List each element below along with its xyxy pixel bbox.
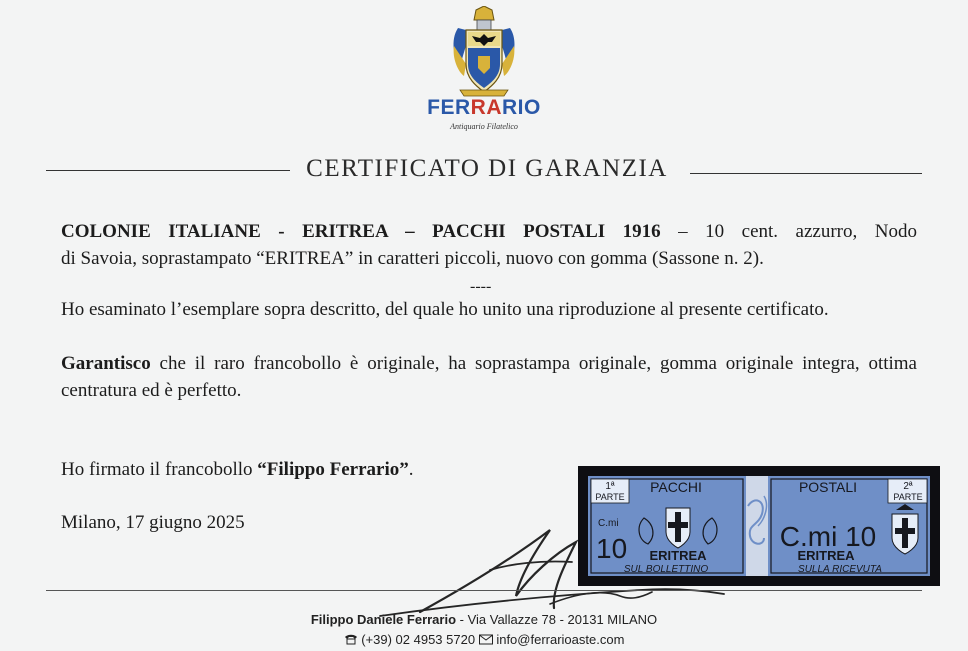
right-value: C.mi 10 (779, 521, 877, 552)
right-top-text: POSTALI (798, 479, 858, 495)
brand-name-part-2: RA (470, 96, 502, 119)
right-bottom-text: SULLA RICEVUTA (798, 564, 882, 575)
left-part-label: PARTE (595, 492, 625, 502)
footer-phone[interactable]: (+39) 02 4953 5720 (361, 632, 476, 647)
right-part-number: 2ª (903, 481, 913, 492)
description-line-2: di Savoia, soprastampato “ERITREA” in caratteri piccoli, nuovo con gomma (Sassone n. 2). (61, 248, 764, 269)
right-overprint: ERITREA (797, 548, 855, 563)
brand-name-part-3: RIO (502, 96, 541, 119)
left-part-number: 1ª (605, 481, 615, 492)
footer-name: Filippo Daniele Ferrario (310, 612, 457, 627)
right-part-label: PARTE (893, 492, 923, 502)
signed-suffix: . (408, 459, 414, 480)
title-rule-left (46, 170, 290, 171)
left-value: 10 (596, 533, 628, 564)
description-heading-rest: – 10 cent. azzurro, Nodo (660, 221, 917, 242)
guarantee-paragraph (61, 350, 917, 404)
examination-paragraph: Ho esaminato l’esemplare sopra descritto, del quale ho unito una riproduzione al presente certificato. (61, 299, 829, 320)
footer-contacts (0, 632, 968, 647)
footer-email[interactable]: info@ferrarioaste.com (496, 632, 625, 647)
description-heading: COLONIE ITALIANE - ERITREA – PACCHI POSTALI 1916 (61, 221, 661, 242)
signed-prefix: Ho firmato il francobollo (61, 459, 258, 480)
guarantee-bold: Garantisco (61, 353, 151, 374)
description-line-1 (61, 218, 917, 245)
left-bottom-text: SUL BOLLETTINO (623, 564, 709, 575)
title-rule-right (690, 173, 922, 174)
brand-name (420, 96, 548, 120)
left-overprint: ERITREA (649, 548, 707, 563)
left-denom: C.mi (598, 518, 619, 529)
stamp-description (61, 218, 917, 272)
brand-name-part-1: FER (427, 96, 471, 119)
coat-of-arms-icon (450, 6, 518, 98)
brand-tagline: Antiquario Filatelico (450, 122, 518, 131)
separator: ---- (470, 278, 492, 295)
footer-address (0, 612, 968, 627)
guarantee-rest: che il raro francobollo è originale, ha soprastampa originale, gomma originale integra, ottima centratura ed è perfetto. (61, 353, 917, 401)
envelope-icon (479, 634, 493, 645)
footer-address-text: - Via Vallazze 78 - 20131 MILANO (456, 612, 658, 627)
footer-rule (46, 590, 922, 591)
left-top-text: PACCHI (650, 479, 702, 495)
place-date: Milano, 17 giugno 2025 (61, 512, 245, 533)
signed-name: “Filippo Ferrario” (257, 459, 409, 480)
ferrario-logo (420, 6, 548, 134)
certificate-title: CERTIFICATO DI GARANZIA (306, 155, 668, 182)
phone-icon (344, 634, 358, 645)
